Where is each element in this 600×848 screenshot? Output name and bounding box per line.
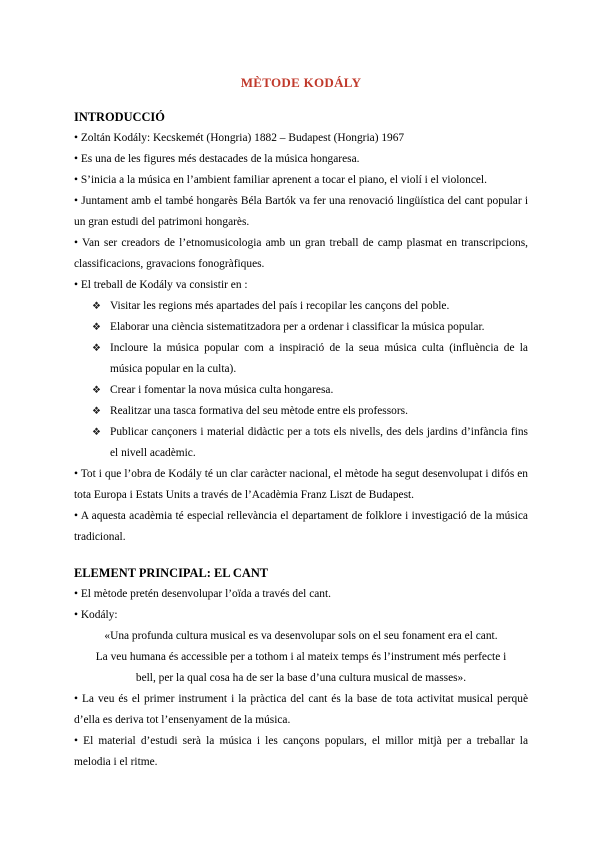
diamond-bullet-icon: ❖ [92,385,101,396]
paragraph: • S’inicia a la música en l’ambient familiar aprenent a tocar el piano, el violí i el violoncel. [74,174,487,186]
list-item-text: Realitzar una tasca formativa del seu mètode entre els professors. [110,405,408,417]
list-item [92,380,528,401]
paragraph: • La veu és el primer instrument i la pràctica del cant és la base de tota activitat musical perquè d’ella es deriva tot l’ensenyament de la música. [74,693,528,726]
paragraph: • El mètode pretén desenvolupar l’oïda a través del cant. [74,588,332,600]
list-item [92,296,528,317]
list-item-text: Visitar les regions més apartades del país i recopilar les cançons del poble. [110,300,450,312]
list-item-text: Crear i fomentar la nova música culta hongaresa. [110,384,334,396]
list-item-text: Elaborar una ciència sistematitzadora per a ordenar i classificar la música popular. [110,321,485,333]
quote-line: «Una profunda cultura musical es va desenvolupar sols on el seu fonament era el cant. [104,630,498,642]
paragraph: • El treball de Kodály va consistir en : [74,279,248,291]
diamond-bullet-icon: ❖ [92,343,101,354]
kodaly-quote [74,626,528,689]
paragraph: • Zoltán Kodály: Kecskemét (Hongria) 1882 – Budapest (Hongria) 1967 [74,132,405,144]
paragraph: • Es una de les figures més destacades de la música hongaresa. [74,153,360,165]
quote-line: bell, per la qual cosa ha de ser la base d’una cultura musical de masses». [135,672,467,684]
paragraph: • Van ser creadors de l’etnomusicologia amb un gran treball de camp plasmat en transcripcions, classificacions, gravacions fonogràfiques. [74,237,528,270]
document-body [74,72,528,773]
list-item [92,338,528,380]
diamond-bullet-icon: ❖ [92,406,101,417]
paragraph: • A aquesta acadèmia té especial rellevància el departament de folklore i investigació de la música tradicional. [74,510,528,543]
paragraph: • Kodály: [74,609,118,621]
paragraph: • Tot i que l’obra de Kodály té un clar caràcter nacional, el mètode ha segut desenvolupat i difós en tota Europa i Estats Units a través de l’Acadèmia Franz Liszt de Budapest. [74,468,528,501]
list-item [92,422,528,464]
section-heading-element-principal: ELEMENT PRINCIPAL: EL CANT [74,566,269,580]
section-heading-introduccio: INTRODUCCIÓ [74,110,165,124]
list-item [92,401,528,422]
document-title: MÈTODE KODÁLY [240,75,362,90]
diamond-bullet-icon: ❖ [92,427,101,438]
quote-line: La veu humana és accessible per a tothom i al mateix temps és l’instrument més perfecte i [95,651,507,663]
list-item-text: Incloure la música popular com a inspiració de la seua música culta (influència de la música popular en la culta). [110,342,528,375]
diamond-bullet-icon: ❖ [92,322,101,333]
paragraph: • Juntament amb el també hongarès Béla Bartók va fer una renovació lingüística del cant popular i un gran estudi del patrimoni hongarès. [74,195,528,228]
list-item-text: Publicar cançoners i material didàctic per a tots els nivells, des dels jardins d’infància fins el nivell acadèmic. [110,426,528,459]
paragraph: • El material d’estudi serà la música i les cançons populars, el millor mitjà per a treballar la melodia i el ritme. [74,735,528,768]
list-item [92,317,528,338]
sub-list [74,296,528,464]
diamond-bullet-icon: ❖ [92,301,101,312]
